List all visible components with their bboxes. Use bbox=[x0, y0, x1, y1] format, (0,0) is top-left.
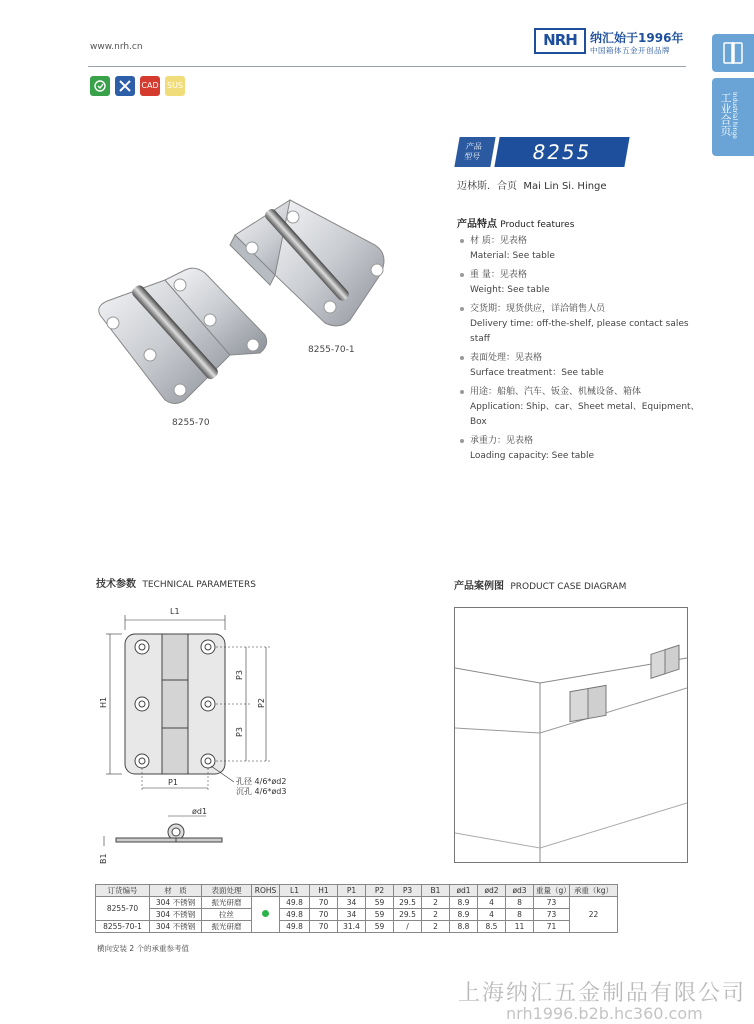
cell: 70 bbox=[310, 897, 338, 909]
cell-order-a: 8255-70 bbox=[96, 897, 150, 921]
hole-spec-1: 孔径 4/6*ød2 bbox=[236, 777, 287, 786]
brand-logo: NRH bbox=[534, 28, 586, 54]
feature-en: Material: See table bbox=[470, 251, 555, 261]
hole-spec-2: 沉孔 4/6*ød3 bbox=[236, 787, 287, 796]
case-title-cn: 产品案例图 bbox=[454, 581, 504, 592]
feature-cn: 材 质：见表格 bbox=[470, 236, 527, 246]
caption-8255-70-1: 8255-70-1 bbox=[308, 345, 355, 355]
rohs-dot-icon bbox=[262, 910, 269, 917]
product-photo bbox=[85, 195, 425, 415]
th-h1: H1 bbox=[310, 885, 338, 897]
cell: 34 bbox=[338, 909, 366, 921]
cell: 振光研磨 bbox=[202, 921, 252, 933]
hinge-8255-70-1 bbox=[230, 200, 384, 326]
technical-drawing bbox=[96, 600, 316, 870]
cell: 49.8 bbox=[280, 909, 310, 921]
case-diagram-frame bbox=[454, 607, 688, 863]
cell: 29.5 bbox=[394, 897, 422, 909]
cell: 73 bbox=[534, 909, 570, 921]
th-p1: P1 bbox=[338, 885, 366, 897]
feature-cn: 承重力：见表格 bbox=[470, 436, 534, 446]
th-surface: 表面处理 bbox=[202, 885, 252, 897]
th-d2: ød2 bbox=[478, 885, 506, 897]
dim-P3-upper: P3 bbox=[235, 670, 244, 680]
tools-icon bbox=[115, 76, 135, 96]
feature-en: Application: Ship、car、Sheet metal、Equipment、Box bbox=[470, 402, 700, 427]
model-number: 8255 bbox=[494, 137, 629, 167]
features-title-cn: 产品特点 bbox=[457, 219, 497, 230]
cell: 11 bbox=[506, 921, 534, 933]
cell: 304 不锈钢 bbox=[150, 909, 202, 921]
feature-en: Loading capacity: See table bbox=[470, 451, 595, 461]
cell: 振光研磨 bbox=[202, 897, 252, 909]
caption-8255-70: 8255-70 bbox=[172, 418, 210, 428]
th-load: 承重（kg） bbox=[570, 885, 618, 897]
cell: 8.9 bbox=[450, 897, 478, 909]
dim-H1: H1 bbox=[99, 696, 108, 708]
cell: 59 bbox=[366, 897, 394, 909]
cell: 49.8 bbox=[280, 921, 310, 933]
brand-slogan: 始于1996年 bbox=[614, 31, 684, 45]
cell: 8.5 bbox=[478, 921, 506, 933]
feature-item bbox=[460, 351, 710, 381]
brand-tagline: 中国箱体五金开创品牌 bbox=[590, 46, 670, 55]
model-badge bbox=[454, 137, 495, 167]
th-d3: ød3 bbox=[506, 885, 534, 897]
th-material: 材 质 bbox=[150, 885, 202, 897]
feature-item bbox=[460, 234, 710, 264]
cell-order-b: 8255-70-1 bbox=[96, 921, 150, 933]
feature-cn: 交货期：现货供应，详洽销售人员 bbox=[470, 304, 606, 314]
cell: 2 bbox=[422, 909, 450, 921]
case-title-en: PRODUCT CASE DIAGRAM bbox=[510, 582, 627, 592]
feature-item bbox=[460, 385, 710, 430]
side-tab-top bbox=[712, 34, 754, 72]
header-divider bbox=[88, 66, 686, 67]
cell: 73 bbox=[534, 897, 570, 909]
dim-B1: B1 bbox=[99, 853, 108, 864]
badge-line2: 型号 bbox=[463, 152, 481, 161]
table-row bbox=[96, 897, 618, 909]
feature-en: Delivery time: off-the-shelf, please contact sales staff bbox=[470, 319, 689, 344]
feature-cn: 表面处理：见表格 bbox=[470, 353, 543, 363]
th-rohs: ROHS bbox=[252, 885, 280, 897]
hinge-8255-70 bbox=[99, 268, 267, 403]
cell: 29.5 bbox=[394, 909, 422, 921]
cell: 34 bbox=[338, 897, 366, 909]
table-row bbox=[96, 921, 618, 933]
dim-L1: L1 bbox=[170, 607, 180, 616]
cell: / bbox=[394, 921, 422, 933]
cell-load: 22 bbox=[570, 897, 618, 933]
cell-rohs bbox=[252, 897, 280, 933]
cad-icon: CAD bbox=[140, 76, 160, 96]
cell: 31.4 bbox=[338, 921, 366, 933]
watermark-company: 上海纳汇五金制品有限公司 bbox=[458, 981, 747, 1006]
watermark-url: nrh1996.b2b.hc360.com bbox=[506, 1004, 703, 1023]
feature-item bbox=[460, 268, 710, 298]
cell: 4 bbox=[478, 909, 506, 921]
dim-d1: ød1 bbox=[192, 807, 208, 816]
cell: 70 bbox=[310, 921, 338, 933]
cell: 8.8 bbox=[450, 921, 478, 933]
product-name-cn: 迈林斯．合页 bbox=[457, 181, 517, 192]
features-title-en: Product features bbox=[500, 220, 575, 230]
spec-table bbox=[95, 884, 618, 933]
cell: 70 bbox=[310, 909, 338, 921]
cell: 2 bbox=[422, 921, 450, 933]
th-p3: P3 bbox=[394, 885, 422, 897]
badge-line1: 产品 bbox=[465, 142, 483, 151]
tech-title-en: TECHNICAL PARAMETERS bbox=[142, 580, 256, 590]
dim-P2: P2 bbox=[257, 698, 266, 708]
table-row bbox=[96, 909, 618, 921]
th-l1: L1 bbox=[280, 885, 310, 897]
cell: 拉丝 bbox=[202, 909, 252, 921]
sus-icon: SUS bbox=[165, 76, 185, 96]
tech-params-title bbox=[96, 575, 256, 590]
eco-icon bbox=[90, 76, 110, 96]
product-name bbox=[457, 177, 607, 192]
hinge-icon bbox=[712, 34, 754, 72]
cell: 59 bbox=[366, 921, 394, 933]
cell: 8.9 bbox=[450, 909, 478, 921]
feature-item bbox=[460, 434, 710, 464]
th-order: 订货编号 bbox=[96, 885, 150, 897]
brand-name-cn: 纳汇 bbox=[590, 31, 615, 45]
feature-icons bbox=[90, 76, 185, 96]
cell: 304 不锈钢 bbox=[150, 921, 202, 933]
dim-P1: P1 bbox=[168, 778, 178, 787]
th-d1: ød1 bbox=[450, 885, 478, 897]
cell: 304 不锈钢 bbox=[150, 897, 202, 909]
table-header-row bbox=[96, 885, 618, 897]
cell: 4 bbox=[478, 897, 506, 909]
dim-P3-lower: P3 bbox=[235, 727, 244, 737]
product-name-en: Mai Lin Si. Hinge bbox=[523, 181, 607, 192]
tech-title-cn: 技术参数 bbox=[96, 579, 136, 590]
cell: 59 bbox=[366, 909, 394, 921]
side-tab-label-cn: 工业合页 bbox=[719, 92, 732, 136]
side-tab-label-en: Industrial hinge bbox=[731, 92, 738, 139]
case-diagram-illustration bbox=[455, 608, 687, 862]
th-p2: P2 bbox=[366, 885, 394, 897]
cell: 8 bbox=[506, 897, 534, 909]
th-b1: B1 bbox=[422, 885, 450, 897]
feature-en: Surface treatment：See table bbox=[470, 368, 604, 378]
th-weight: 重量（g） bbox=[534, 885, 570, 897]
cell: 49.8 bbox=[280, 897, 310, 909]
feature-en: Weight: See table bbox=[470, 285, 550, 295]
feature-cn: 用途：船舶、汽车、钣金、机械设备、箱体 bbox=[470, 387, 642, 397]
brand-name bbox=[590, 29, 683, 46]
features-title bbox=[457, 215, 574, 230]
cell: 2 bbox=[422, 897, 450, 909]
site-url: www.nrh.cn bbox=[90, 42, 143, 52]
feature-item bbox=[460, 302, 710, 347]
table-note: 横向安装 2 个的承重参考值 bbox=[97, 944, 190, 953]
cell: 8 bbox=[506, 909, 534, 921]
features-list bbox=[460, 234, 710, 468]
cell: 71 bbox=[534, 921, 570, 933]
case-diagram-title bbox=[454, 577, 626, 592]
feature-cn: 重 量：见表格 bbox=[470, 270, 527, 280]
